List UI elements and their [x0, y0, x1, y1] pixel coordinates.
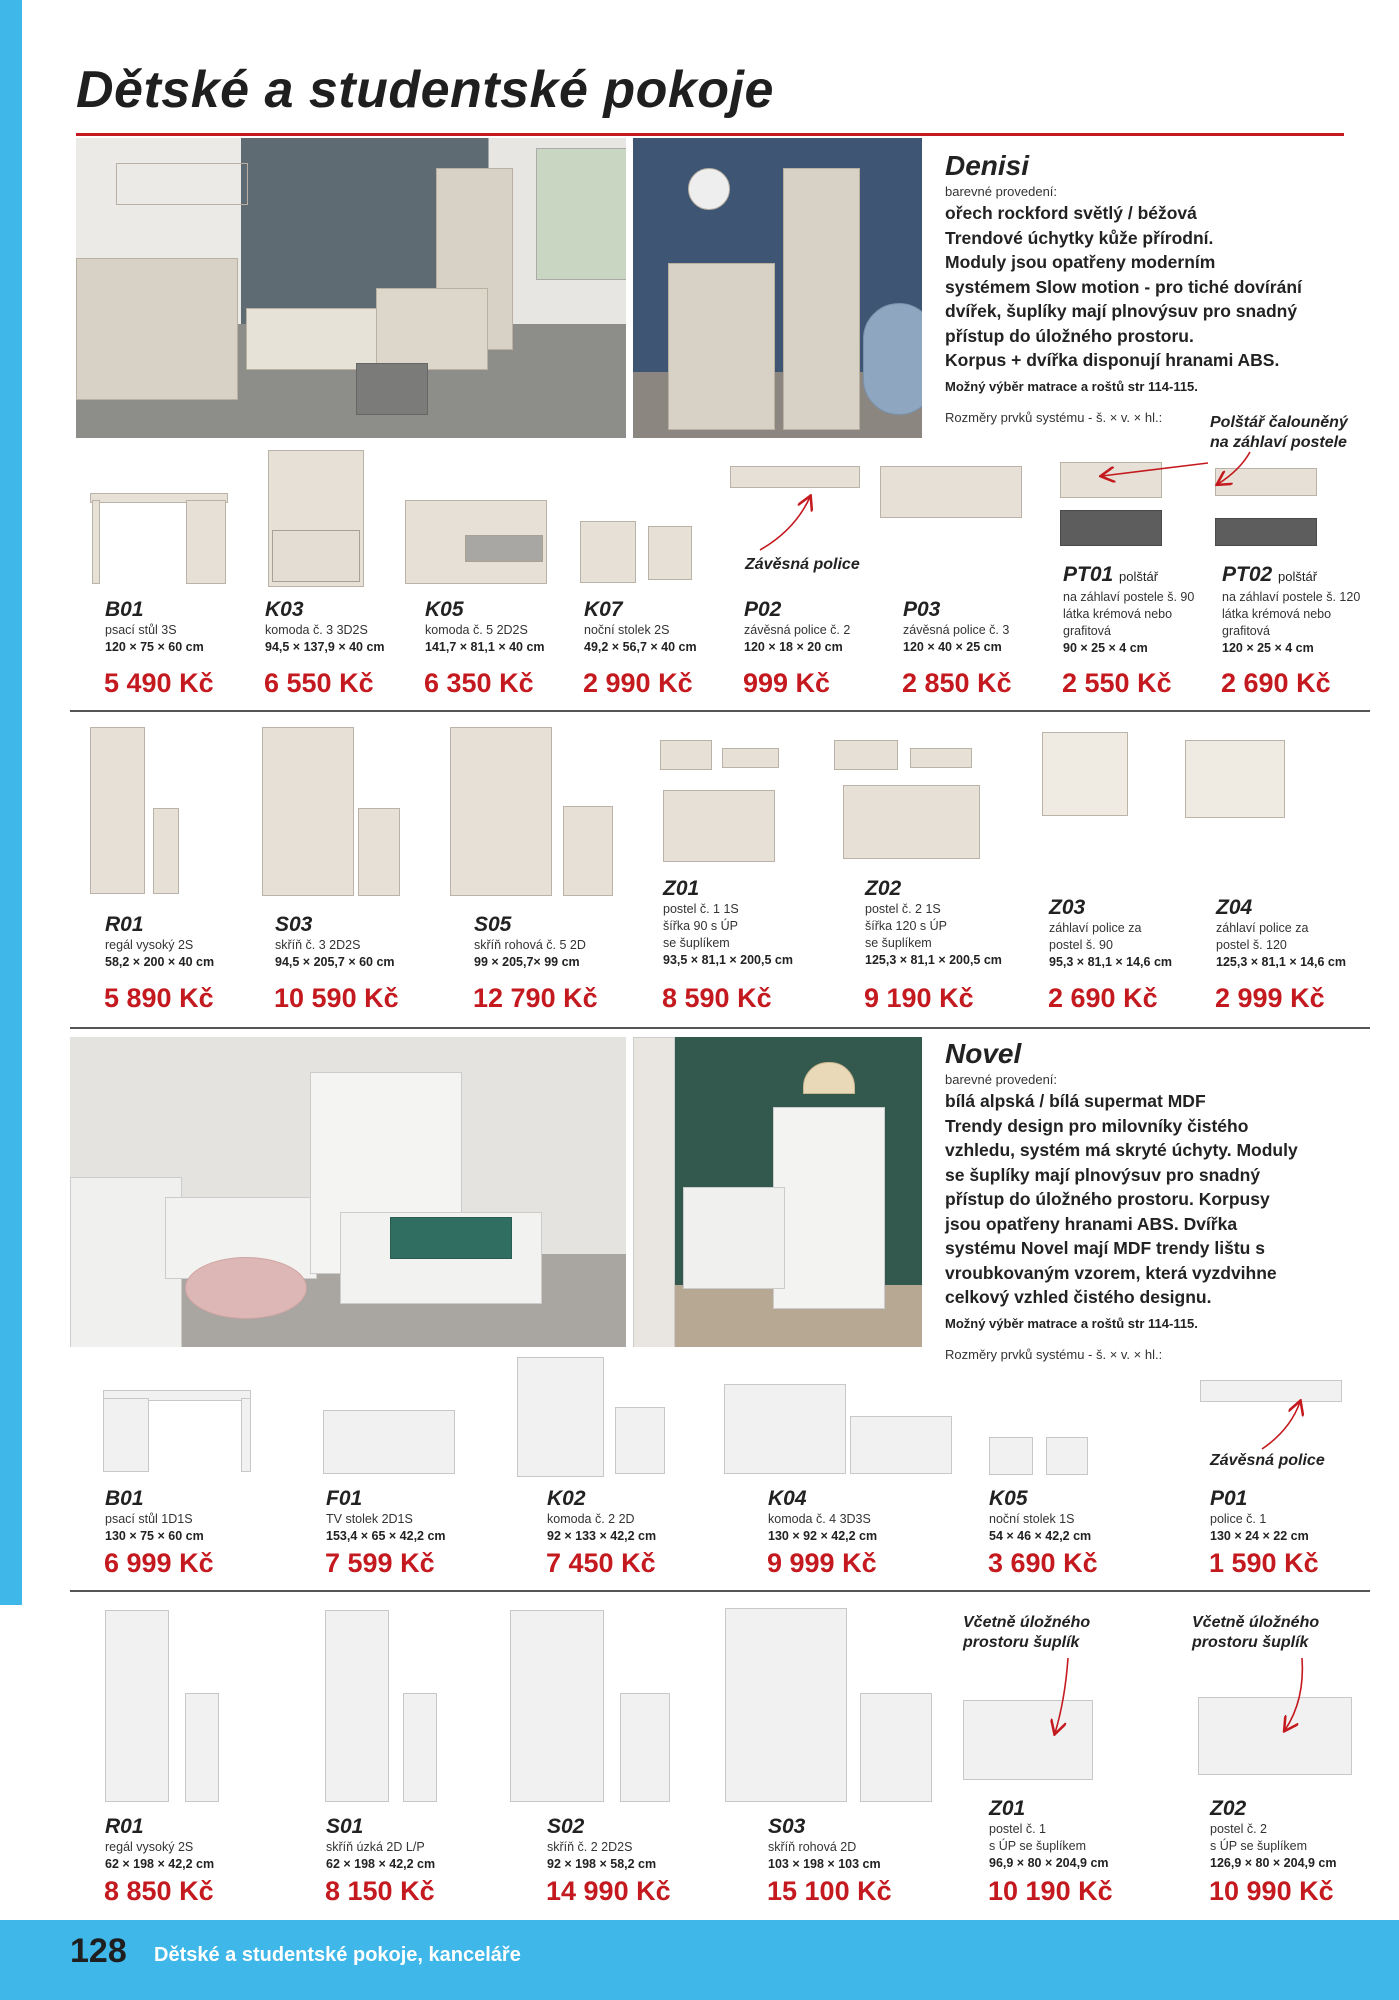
product-size: 94,5 × 137,9 × 40 cm	[265, 640, 385, 654]
product-price: 8 150 Kč	[325, 1876, 435, 1906]
product-code: Z02	[1210, 1797, 1247, 1820]
product-size: 96,9 × 80 × 204,9 cm	[989, 1856, 1109, 1870]
product-code: K04	[768, 1487, 807, 1510]
product-size: 130 × 75 × 60 cm	[105, 1529, 204, 1543]
product-desc: noční stolek 1S	[989, 1512, 1075, 1526]
product-desc: komoda č. 4 3D3S	[768, 1512, 871, 1526]
product-code: K05	[989, 1487, 1028, 1510]
series-description: ořech rockford světlý / béžová Trendové úchytky kůže přírodní. Moduly jsou opatřeny moderním systémem Slow motion - pro tiché dovírání dvířek, šuplíky mají plnovýsuv pro snadný přístup do úložného prostoru. Korpus + dvířka disponují hranami ABS.	[945, 203, 1302, 370]
product-code: K03	[265, 598, 304, 621]
product-price: 10 190 Kč	[988, 1876, 1113, 1906]
product-price: 9 190 Kč	[864, 983, 974, 1013]
product-desc: závěsná police č. 2	[744, 623, 851, 637]
product-desc: postel č. 1 s ÚP se šuplíkem	[989, 1822, 1087, 1853]
product-price: 1 590 Kč	[1209, 1548, 1319, 1578]
product-code: K05	[425, 598, 464, 621]
product-size: 95,3 × 81,1 × 14,6 cm	[1049, 955, 1173, 969]
product-desc: regál vysoký 2S	[105, 938, 194, 952]
product-desc: noční stolek 2S	[584, 623, 670, 637]
product-desc: postel č. 2 s ÚP se šuplíkem	[1210, 1822, 1308, 1853]
product-code: Z01	[663, 877, 700, 900]
product-price: 2 690 Kč	[1221, 668, 1331, 698]
product-desc: skříň úzká 2D L/P	[326, 1840, 425, 1854]
product-desc: závěsná police č. 3	[903, 623, 1010, 637]
series-name: Denisi	[945, 150, 1030, 181]
product-price: 12 790 Kč	[473, 983, 598, 1013]
product-size: 99 × 205,7× 99 cm	[474, 955, 580, 969]
product-code: B01	[105, 1487, 144, 1510]
product-size: 141,7 × 81,1 × 40 cm	[425, 640, 545, 654]
product-code: K07	[584, 598, 623, 621]
arrow-shelf-p02	[760, 497, 810, 550]
product-price: 7 450 Kč	[546, 1548, 656, 1578]
product-size: 126,9 × 80 × 204,9 cm	[1210, 1856, 1337, 1870]
mattress-note: Možný výběr matrace a roštů str 114-115.	[945, 378, 1198, 394]
product-desc: postel č. 1 1S šířka 90 s ÚP se šuplíkem	[663, 902, 739, 950]
product-price: 6 350 Kč	[424, 668, 534, 698]
annotation-cushion: Polštář čalouněný na záhlaví postele	[1210, 414, 1348, 451]
product-price: 2 550 Kč	[1062, 668, 1172, 698]
product-desc: psací stůl 1D1S	[105, 1512, 193, 1526]
product-size: 92 × 133 × 42,2 cm	[547, 1529, 657, 1543]
product-price: 2 690 Kč	[1048, 983, 1158, 1013]
product-size: 120 × 40 × 25 cm	[903, 640, 1002, 654]
annotation-hanging-shelf: Závěsná police	[745, 556, 860, 573]
product-desc: psací stůl 3S	[105, 623, 177, 637]
arrow-drawer-z01	[1055, 1658, 1068, 1733]
product-desc: záhlaví police za postel š. 90	[1049, 921, 1142, 952]
footer-section-title: Dětské a studentské pokoje, kanceláře	[154, 1944, 521, 1966]
product-size: 153,4 × 65 × 42,2 cm	[326, 1529, 446, 1543]
product-desc: komoda č. 2 2D	[547, 1512, 635, 1526]
product-price: 8 590 Kč	[662, 983, 772, 1013]
product-code: K02	[547, 1487, 586, 1510]
product-size: 62 × 198 × 42,2 cm	[105, 1857, 215, 1871]
product-code: S03	[275, 913, 313, 936]
product-size: 62 × 198 × 42,2 cm	[326, 1857, 436, 1871]
series-name: Novel	[945, 1038, 1022, 1069]
product-size: 90 × 25 × 4 cm	[1063, 641, 1148, 655]
product-code: P03	[903, 598, 941, 621]
arrow-drawer-z02	[1285, 1658, 1302, 1730]
product-size: 125,3 × 81,1 × 200,5 cm	[865, 953, 1002, 967]
page-number: 128	[70, 1932, 127, 1970]
arrow-shelf-p01	[1262, 1402, 1300, 1449]
product-code: R01	[105, 1815, 144, 1838]
product-price: 14 990 Kč	[546, 1876, 671, 1906]
product-code: Z04	[1216, 896, 1253, 919]
product-price: 7 599 Kč	[325, 1548, 435, 1578]
page-title: Dětské a studentské pokoje	[76, 61, 774, 119]
product-desc: záhlaví police za postel š. 120	[1216, 921, 1309, 952]
product-price: 10 990 Kč	[1209, 1876, 1334, 1906]
product-code: S03	[768, 1815, 806, 1838]
product-size: 130 × 24 × 22 cm	[1210, 1529, 1309, 1543]
arrow-cushion-pt01	[1102, 463, 1208, 476]
product-price: 6 550 Kč	[264, 668, 374, 698]
product-price: 8 850 Kč	[104, 1876, 214, 1906]
product-desc: police č. 1	[1210, 1512, 1267, 1526]
product-desc: na záhlaví postele š. 90 látka krémová nebo grafitová	[1063, 590, 1195, 638]
product-code: Z01	[989, 1797, 1026, 1820]
product-price: 2 990 Kč	[583, 668, 693, 698]
product-code: F01	[326, 1487, 363, 1510]
color-label: barevné provedení:	[945, 184, 1058, 199]
product-code: S02	[547, 1815, 585, 1838]
product-price: 2 999 Kč	[1215, 983, 1325, 1013]
product-desc: skříň rohová 2D	[768, 1840, 857, 1854]
product-size: 103 × 198 × 103 cm	[768, 1857, 881, 1871]
product-desc: na záhlaví postele š. 120 látka krémová nebo grafitová	[1222, 590, 1361, 638]
product-code: R01	[105, 913, 144, 936]
product-desc: regál vysoký 2S	[105, 1840, 194, 1854]
product-price: 15 100 Kč	[767, 1876, 892, 1906]
product-code: P02	[744, 598, 782, 621]
product-code: B01	[105, 598, 144, 621]
product-code: Z03	[1049, 896, 1086, 919]
annotation-drawer-2: Včetně úložného prostoru šuplík	[1192, 1614, 1320, 1651]
product-size: 58,2 × 200 × 40 cm	[105, 955, 215, 969]
product-size: 92 × 198 × 58,2 cm	[547, 1857, 657, 1871]
product-size: 54 × 46 × 42,2 cm	[989, 1529, 1092, 1543]
product-desc: postel č. 2 1S šířka 120 s ÚP se šuplíkem	[865, 902, 947, 950]
annotation-hanging-shelf: Závěsná police	[1210, 1452, 1325, 1469]
arrow-cushion-pt02	[1218, 452, 1250, 484]
product-code-suffix: polštář	[1278, 569, 1318, 584]
product-price: 5 890 Kč	[104, 983, 214, 1013]
product-desc: skříň č. 3 2D2S	[275, 938, 361, 952]
dimensions-label: Rozměry prvků systému - š. × v. × hl.:	[945, 409, 1163, 425]
product-price: 5 490 Kč	[104, 668, 214, 698]
series-description: bílá alpská / bílá supermat MDF Trendy design pro milovníky čistého vzhledu, systém má skryté úchyty. Moduly se šuplíky mají plnovýsuv pro snadný přístup do úložného prostoru. Korpusy jsou opatřeny hranami ABS. Dvířka systému Novel mají MDF trendy lištu s vroubkovaným vzorem, která vyzdvihne celkový vzhled čistého designu.	[945, 1091, 1298, 1307]
product-size: 130 × 92 × 42,2 cm	[768, 1529, 878, 1543]
product-code: S01	[326, 1815, 364, 1838]
product-desc: TV stolek 2D1S	[326, 1512, 413, 1526]
product-size: 120 × 75 × 60 cm	[105, 640, 204, 654]
product-code-suffix: polštář	[1119, 569, 1159, 584]
product-price: 6 999 Kč	[104, 1548, 214, 1578]
product-size: 120 × 18 × 20 cm	[744, 640, 843, 654]
product-desc: komoda č. 5 2D2S	[425, 623, 528, 637]
product-code: S05	[474, 913, 512, 936]
product-size: 93,5 × 81,1 × 200,5 cm	[663, 953, 793, 967]
product-size: 94,5 × 205,7 × 60 cm	[275, 955, 395, 969]
product-price: 3 690 Kč	[988, 1548, 1098, 1578]
product-desc: skříň č. 2 2D2S	[547, 1840, 633, 1854]
product-size: 125,3 × 81,1 × 14,6 cm	[1216, 955, 1346, 969]
mattress-note: Možný výběr matrace a roštů str 114-115.	[945, 1315, 1198, 1331]
product-price: 999 Kč	[743, 668, 831, 698]
product-code-text: PT02	[1222, 563, 1273, 586]
dimensions-label: Rozměry prvků systému - š. × v. × hl.:	[945, 1346, 1163, 1362]
product-desc: komoda č. 3 3D2S	[265, 623, 368, 637]
product-price: 9 999 Kč	[767, 1548, 877, 1578]
product-size: 120 × 25 × 4 cm	[1222, 641, 1314, 655]
product-size: 49,2 × 56,7 × 40 cm	[584, 640, 697, 654]
product-price: 10 590 Kč	[274, 983, 399, 1013]
product-code: P01	[1210, 1487, 1248, 1510]
annotation-drawer-1: Včetně úložného prostoru šuplík	[963, 1614, 1091, 1651]
product-price: 2 850 Kč	[902, 668, 1012, 698]
product-code-text: PT01	[1063, 563, 1114, 586]
product-desc: skříň rohová č. 5 2D	[474, 938, 586, 952]
product-code: Z02	[865, 877, 902, 900]
color-label: barevné provedení:	[945, 1072, 1058, 1087]
